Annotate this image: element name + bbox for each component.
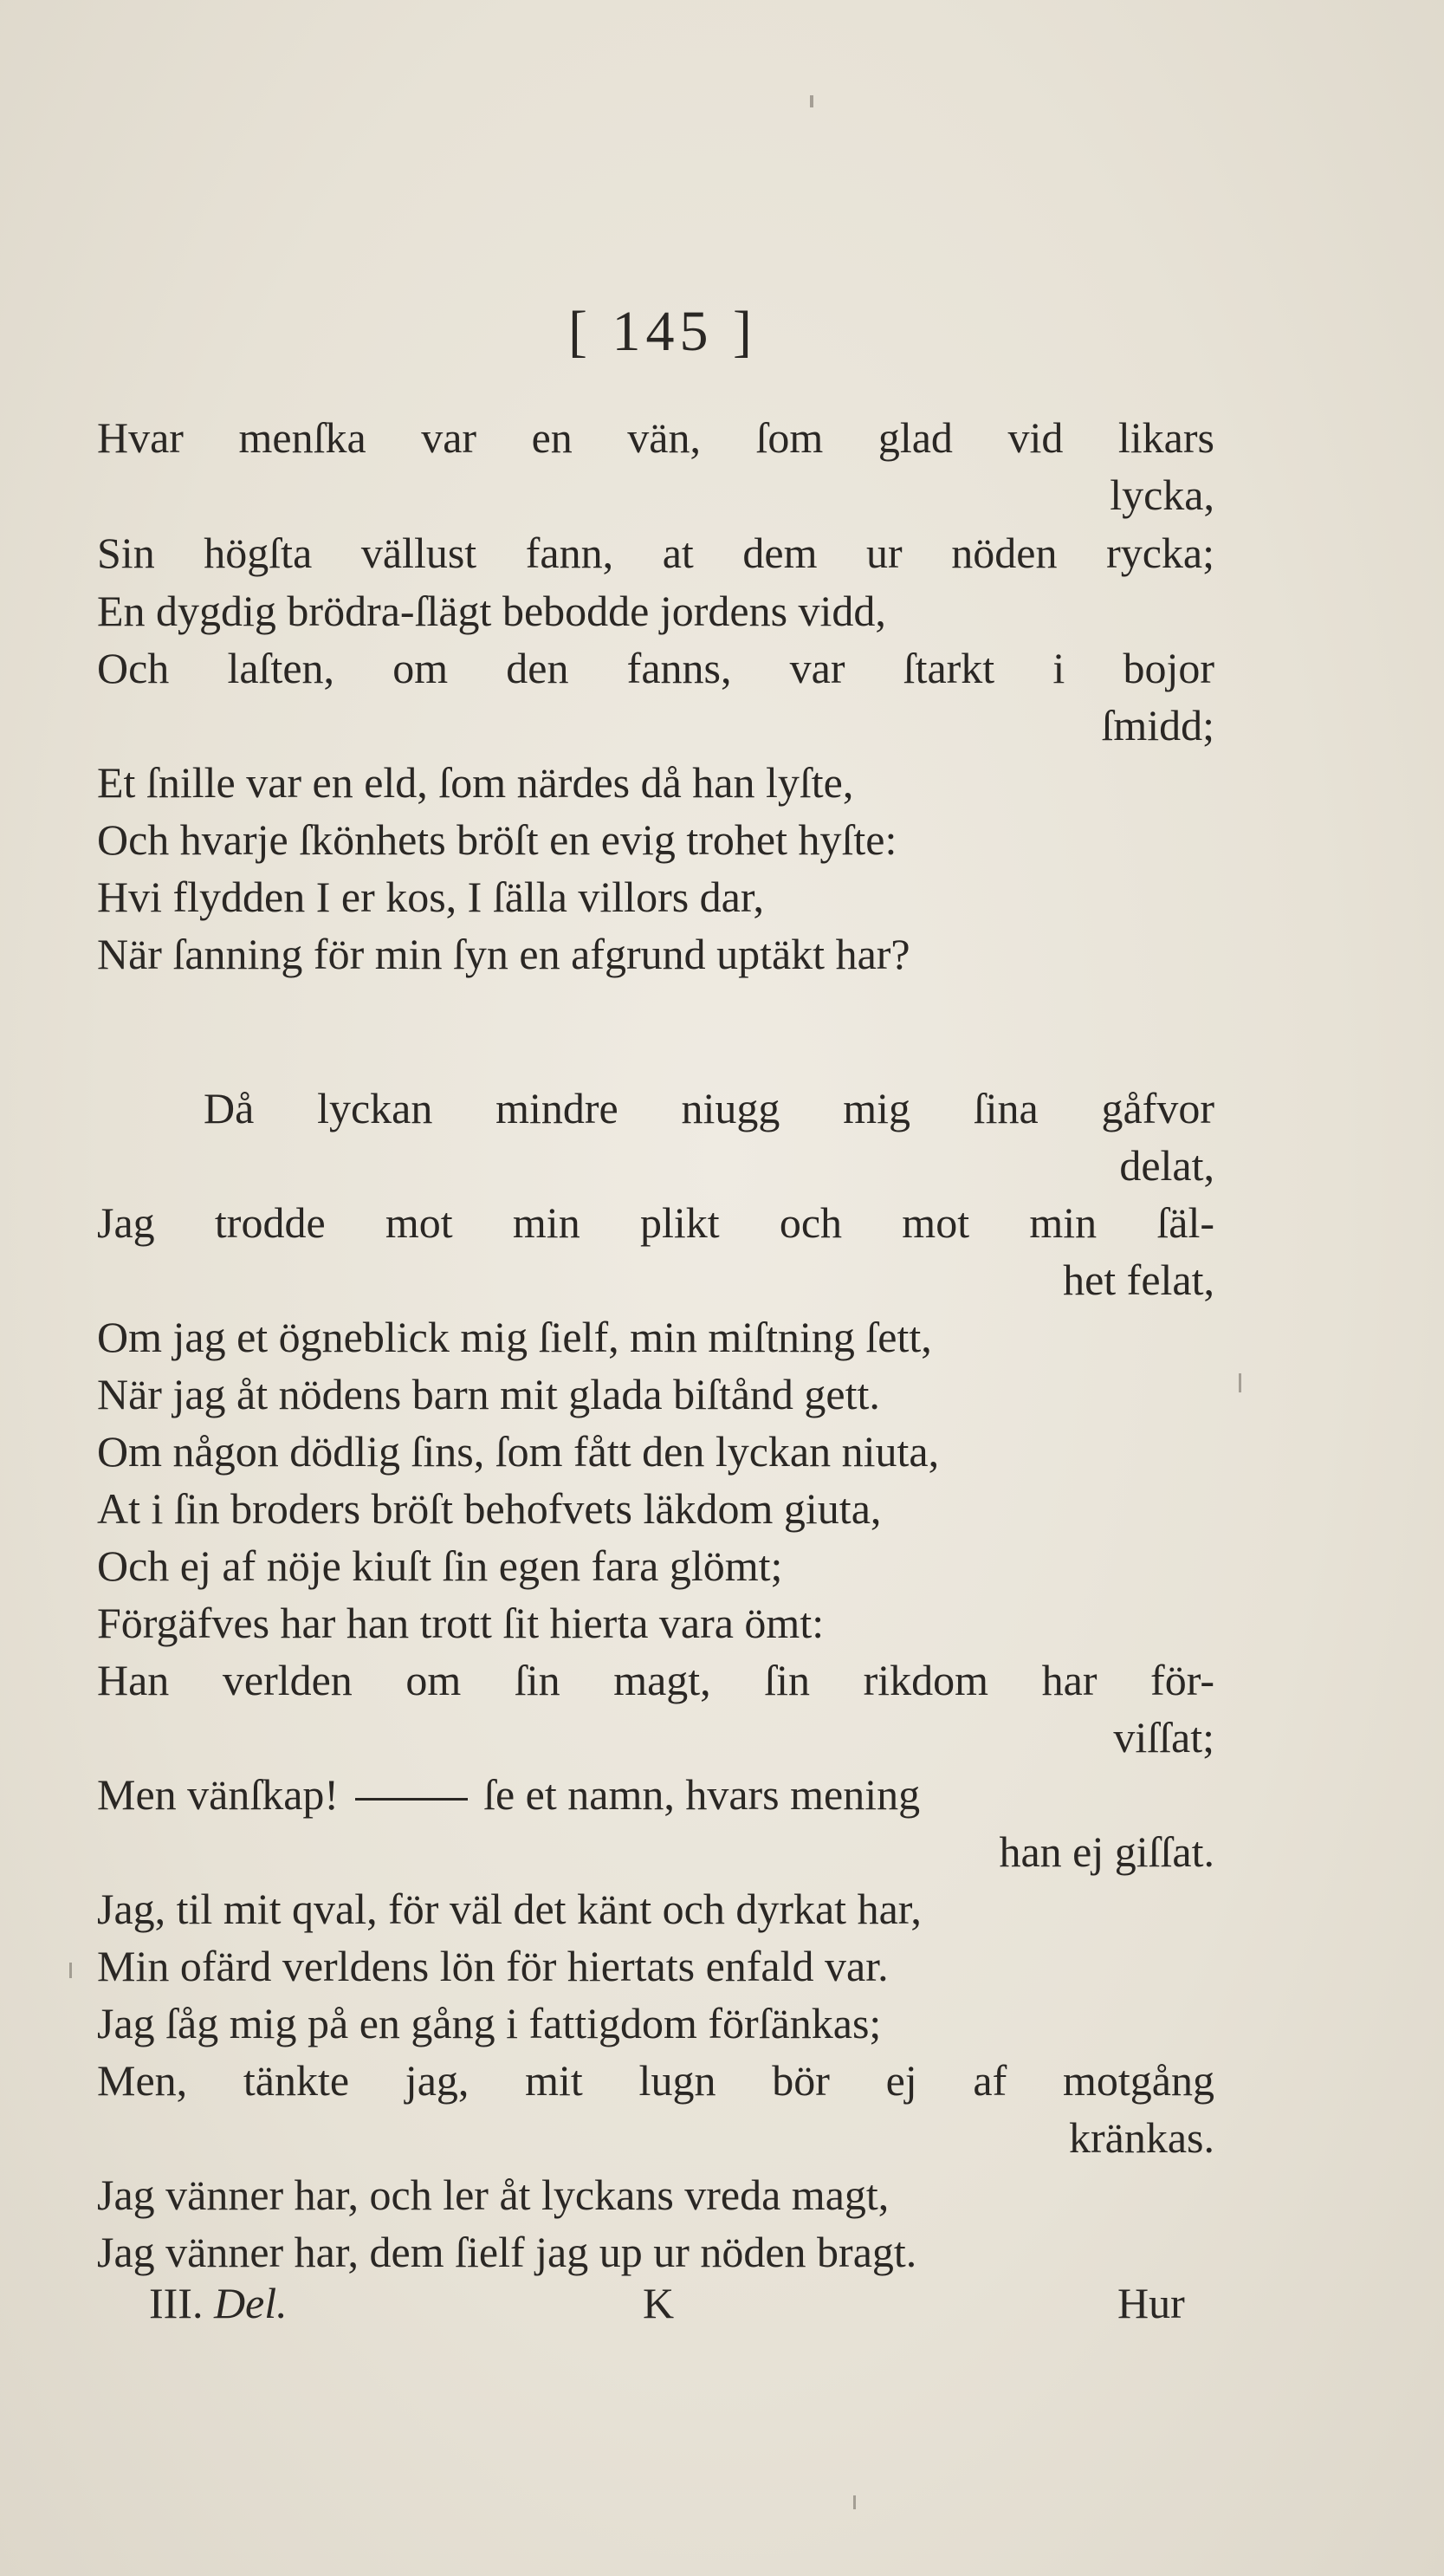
stanza2-line-1: Då lyckan mindre niugg mig ſina gåfvor	[204, 1084, 1214, 1132]
signature-mark: K	[643, 2279, 675, 2327]
paper-speck	[69, 1963, 72, 1978]
stanza1-line-1-cont: lycka,	[1110, 470, 1214, 519]
stanza2-line-7: Och ej af nöje kiuſt ſin egen fara glömt;	[97, 1541, 783, 1590]
stanza1-line-4: Och laſten, om den fanns, var ſtarkt i bojor	[97, 644, 1214, 692]
stanza1-line-7: Hvi flydden I er kos, I ſälla villors dar,	[97, 873, 765, 921]
stanza1-line-2: Sin högſta vällust fann, at dem ur nöden rycka;	[97, 529, 1214, 577]
stanza2-line-8: Förgäfves har han trott ſit hierta vara ömt:	[97, 1599, 825, 1647]
paper-speck	[1239, 1373, 1241, 1392]
page-number: [ 145 ]	[568, 300, 757, 363]
stanza2-line-9-cont: viſſat;	[1113, 1713, 1214, 1762]
stanza2-line-6: At i ſin broders bröſt behofvets läkdom giuta,	[97, 1484, 882, 1533]
stanza2-line-16: Jag vänner har, dem ſielf jag up ur nöden bragt.	[97, 2228, 917, 2276]
stanza1-line-4-cont: ſmidd;	[1101, 701, 1214, 749]
stanza2-line-9: Han verlden om ſin magt, ſin rikdom har för-	[97, 1656, 1214, 1704]
stanza2-line-3: Om jag et ögneblick mig ſielf, min miſtning ſett,	[97, 1313, 932, 1361]
stanza2-line-4: När jag åt nödens barn mit glada biſtånd gett.	[97, 1370, 880, 1418]
stanza2-line-14: Men, tänkte jag, mit lugn bör ej af motgång	[97, 2056, 1214, 2105]
footer-volume	[149, 2277, 288, 2329]
stanza2-line-1-cont: delat,	[1119, 1141, 1214, 1190]
paper-speck	[853, 2495, 856, 2509]
volume-part: Del.	[213, 2279, 288, 2327]
stanza2-line-10-end: ſe et namn, hvars mening	[483, 1770, 921, 1819]
paper-speck	[810, 95, 813, 107]
stanza2-line-10	[97, 1768, 1214, 1820]
stanza2-line-11: Jag, til mit qval, för väl det känt och dyrkat har,	[97, 1885, 922, 1933]
stanza1-line-5: Et ſnille var en eld, ſom närdes då han lyſte,	[97, 758, 854, 807]
stanza2-line-5: Om någon dödlig ſins, ſom fått den lyckan niuta,	[97, 1427, 940, 1476]
stanza2-line-15: Jag vänner har, och ler åt lyckans vreda magt,	[97, 2170, 890, 2219]
volume-number: III.	[149, 2279, 204, 2327]
catchword: Hur	[1117, 2279, 1185, 2327]
stanza2-line-13: Jag ſåg mig på en gång i fattigdom förſänkas;	[97, 1999, 882, 2047]
em-dash-rule	[355, 1798, 468, 1801]
stanza2-line-10-cont: han ej giſſat.	[999, 1827, 1214, 1876]
stanza2-line-2-cont: het felat,	[1063, 1256, 1214, 1304]
stanza1-line-3: En dygdig brödra-ſlägt bebodde jordens vidd,	[97, 587, 886, 635]
stanza1-line-6: Och hvarje ſkönhets bröſt en evig trohet hyſte:	[97, 815, 897, 864]
stanza2-line-12: Min ofärd verldens lön för hiertats enfald var.	[97, 1942, 889, 1990]
stanza1-line-8: När ſanning för min ſyn en afgrund uptäkt har?	[97, 930, 910, 978]
stanza1-line-1: Hvar menſka var en vän, ſom glad vid likars	[97, 413, 1214, 462]
stanza2-line-2: Jag trodde mot min plikt och mot min ſäl-	[97, 1198, 1214, 1247]
stanza2-line-10-start: Men vänſkap!	[97, 1770, 340, 1819]
stanza2-line-14-cont: kränkas.	[1069, 2113, 1214, 2162]
